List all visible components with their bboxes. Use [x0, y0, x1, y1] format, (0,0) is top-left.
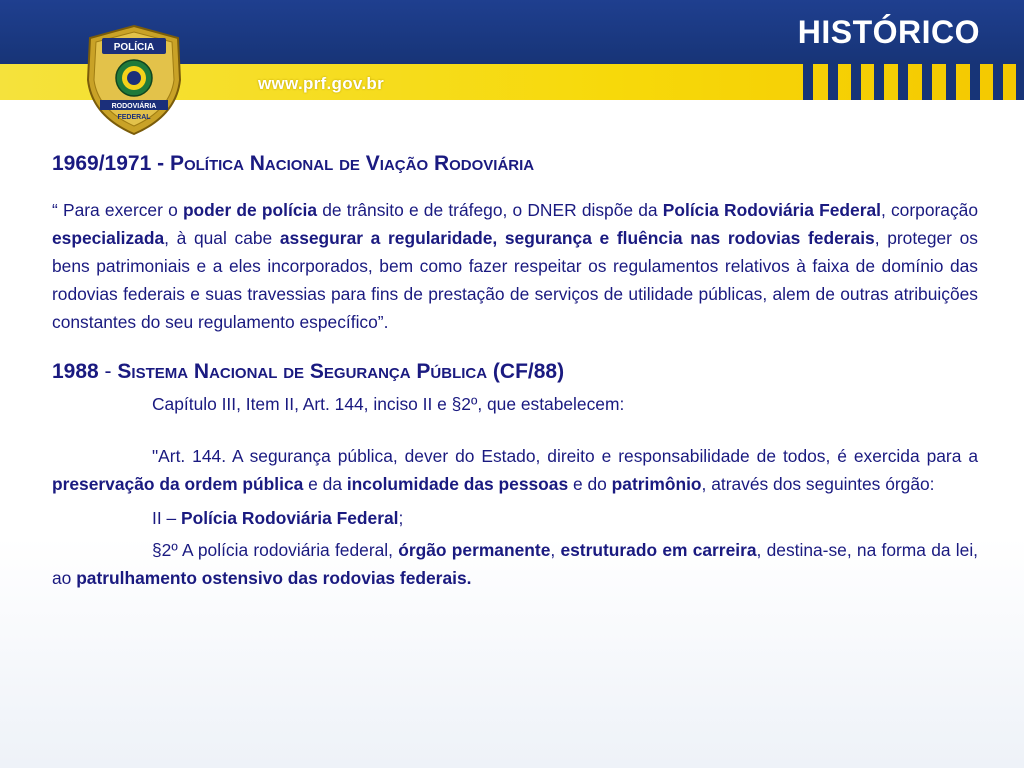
body-text: , corporação [880, 200, 978, 220]
body-text: ; [398, 508, 404, 528]
emphasis-text: poder de polícia [182, 200, 318, 220]
svg-text:RODOVIÁRIA: RODOVIÁRIA [111, 103, 157, 110]
section-heading-1969 [52, 150, 978, 178]
emphasis-text: patrimônio [611, 474, 702, 494]
article-144-paragraph [52, 442, 978, 498]
emphasis-text: Polícia Rodoviária Federal [662, 200, 881, 220]
header-stripe [828, 64, 838, 100]
header-stripe [803, 64, 813, 100]
emphasis-text: patrulhamento ostensivo das rodovias federais. [76, 568, 472, 588]
section-suffix: (CF/88) [487, 360, 565, 383]
body-text: , proteger os bens patrimoniais e a eles incorporados, bem como fazer respeitar os regulamentos relativos à faixa de domínio das rodovias federais e suas travessias para fins de prestação de serviços de utilidade públicas, alem de outras atribuições constantes do seu regulamento específico”. [52, 228, 978, 332]
header-stripe [993, 64, 1003, 100]
emphasis-text: órgão permanente [398, 540, 551, 560]
section-heading-1988 [52, 358, 978, 386]
emphasis-text: assegurar a regularidade, segurança e fluência nas rodovias federais [279, 228, 875, 248]
section-dash: - [98, 360, 118, 383]
emphasis-text: estruturado em carreira [560, 540, 757, 560]
header-stripe [874, 64, 884, 100]
prf-badge-logo [84, 24, 184, 136]
body-text: de trânsito e de tráfego, o DNER dispõe da [317, 200, 663, 220]
body-text: , à qual cabe [164, 228, 280, 248]
svg-text:FEDERAL: FEDERAL [117, 114, 151, 121]
body-text: e da [303, 474, 347, 494]
header-stripe [1016, 64, 1024, 100]
body-text: , [550, 540, 561, 560]
content-area [52, 150, 978, 592]
article-intro: Capítulo III, Item II, Art. 144, inciso II e §2º, que estabelecem: [152, 394, 625, 414]
section-year: 1969/1971 - [52, 152, 170, 175]
emphasis-text: preservação da ordem pública [52, 474, 304, 494]
body-text: , através dos seguintes órgão: [701, 474, 935, 494]
body-text: II – [152, 508, 181, 528]
section-title: Política Nacional de Viação Rodoviária [169, 152, 535, 175]
body-text: "Art. 144. A segurança pública, dever do Estado, direito e responsabilidade de todos, é exercida para a [152, 446, 978, 466]
body-text: e do [568, 474, 612, 494]
body-text: , destina-se, na forma da lei, ao [52, 540, 979, 588]
emphasis-text: especializada [52, 228, 165, 248]
header-stripe [922, 64, 932, 100]
body-text: “ Para exercer o [52, 200, 183, 220]
header-stripe [851, 64, 861, 100]
header-stripe [970, 64, 980, 100]
emphasis-text: Polícia Rodoviária Federal [181, 508, 399, 528]
svg-text:POLÍCIA: POLÍCIA [113, 42, 155, 53]
site-url: www.prf.gov.br [258, 74, 385, 93]
header-stripe [946, 64, 956, 100]
section-year: 1988 [52, 360, 99, 383]
article-item-ii [52, 504, 978, 532]
page-title: HISTÓRICO [797, 14, 980, 50]
section-title: Sistema Nacional de Segurança Pública [117, 360, 488, 383]
header-stripe [898, 64, 908, 100]
emphasis-text: incolumidade das pessoas [346, 474, 569, 494]
quote-paragraph [52, 196, 978, 336]
article-paragraph-2 [52, 536, 978, 592]
body-text: §2º A polícia rodoviária federal, [152, 540, 399, 560]
